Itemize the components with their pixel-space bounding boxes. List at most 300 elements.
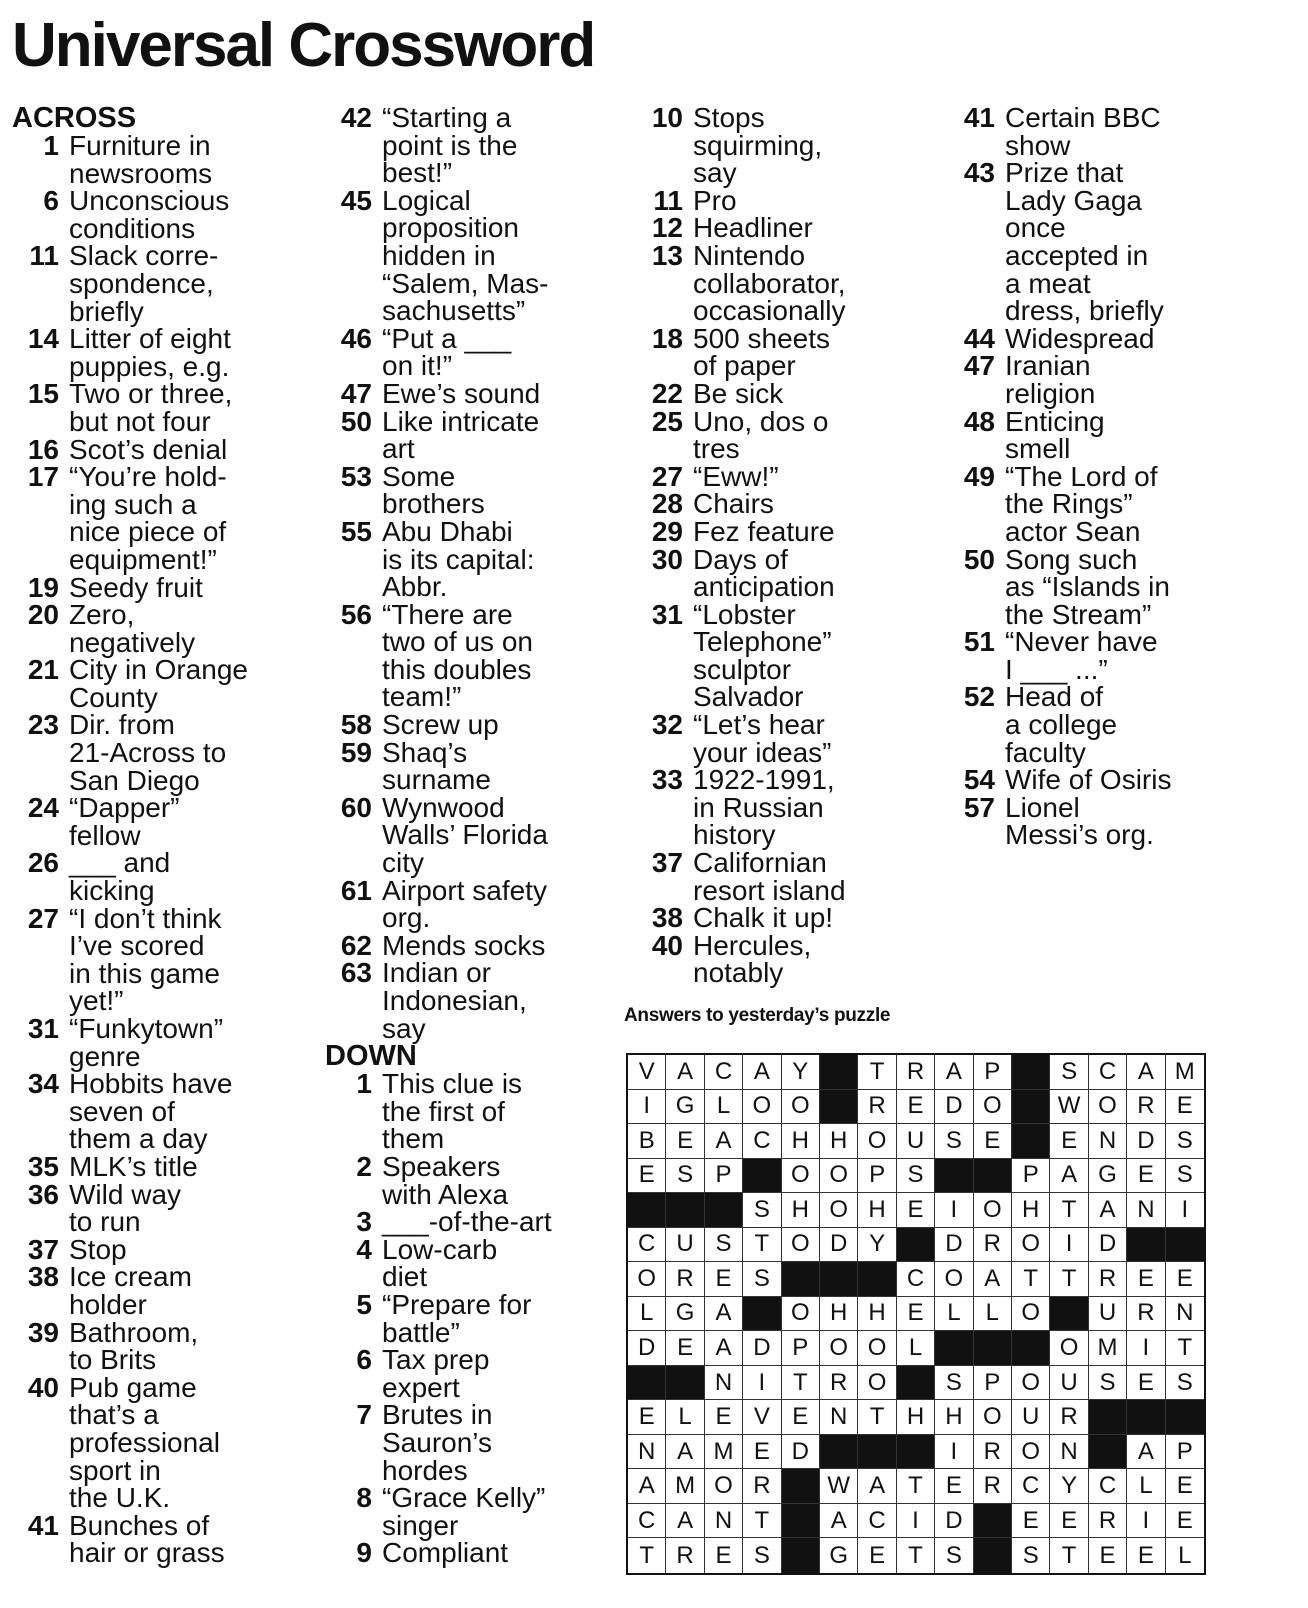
grid-cell: W — [1050, 1090, 1088, 1125]
clue-item — [325, 791, 625, 879]
grid-cell: A — [1089, 1193, 1127, 1228]
clue-text: Hercules, notably — [693, 929, 812, 989]
grid-cell: S — [743, 1193, 781, 1228]
clue-item — [325, 1346, 625, 1401]
clue-item — [948, 543, 1248, 630]
clue-number: 60 — [340, 791, 372, 823]
clue-text: Headliner — [693, 212, 813, 244]
clue-item — [12, 433, 312, 465]
grid-cell: S — [935, 1538, 973, 1573]
grid-black-square — [820, 1435, 858, 1470]
grid-cell: A — [666, 1435, 704, 1470]
grid-cell: O — [974, 1090, 1012, 1125]
clue-column-3 — [636, 104, 936, 987]
grid-cell: T — [743, 1228, 781, 1263]
grid-cell: L — [628, 1297, 666, 1332]
grid-black-square — [705, 1193, 743, 1228]
grid-cell: N — [1127, 1193, 1165, 1228]
clue-text: MLK’s title — [69, 1150, 198, 1182]
clue-number: 36 — [27, 1178, 59, 1210]
grid-black-square — [782, 1262, 820, 1297]
grid-cell: A — [666, 1055, 704, 1090]
clue-item — [325, 515, 625, 603]
grid-black-square — [1127, 1228, 1165, 1263]
grid-black-square — [1089, 1400, 1127, 1435]
clue-text: Head of a college faculty — [1005, 681, 1118, 768]
grid-cell: O — [974, 1400, 1012, 1435]
clue-item — [636, 214, 936, 242]
clue-number: 28 — [651, 488, 683, 520]
clue-number: 40 — [651, 929, 683, 961]
grid-cell: A — [705, 1124, 743, 1159]
clue-item — [12, 1015, 312, 1070]
clue-text: Like intricate art — [382, 405, 540, 465]
grid-cell: T — [1166, 1331, 1204, 1366]
clue-item — [12, 187, 312, 242]
grid-cell: E — [1127, 1159, 1165, 1194]
grid-black-square — [820, 1055, 858, 1090]
grid-cell: N — [705, 1504, 743, 1539]
clue-text: “There are two of us on this doubles team!” — [382, 598, 533, 713]
grid-cell: E — [705, 1538, 743, 1573]
clue-text: Pub game that’s a professional sport in the U.K. — [69, 1371, 220, 1514]
clue-text: “Funkytown” genre — [69, 1013, 224, 1072]
clue-column-4 — [948, 104, 1248, 849]
clue-item — [325, 1539, 625, 1567]
clue-text: Be sick — [693, 377, 784, 409]
clue-text: 1922-1991, in Russian history — [693, 764, 835, 851]
clue-number: 49 — [963, 460, 995, 492]
grid-black-square — [1012, 1055, 1050, 1090]
grid-black-square — [897, 1435, 935, 1470]
grid-cell: O — [782, 1090, 820, 1125]
grid-cell: O — [820, 1193, 858, 1228]
grid-cell: O — [743, 1090, 781, 1125]
clue-text: Zero, negatively — [69, 599, 196, 658]
clue-text: Airport safety org. — [382, 874, 547, 934]
clue-number: 5 — [356, 1288, 372, 1320]
grid-cell: R — [974, 1228, 1012, 1263]
grid-cell: A — [705, 1297, 743, 1332]
grid-cell: I — [1050, 1228, 1088, 1263]
clue-number: 27 — [27, 902, 59, 934]
grid-cell: E — [1166, 1504, 1204, 1539]
grid-cell: A — [666, 1504, 704, 1539]
grid-cell: I — [897, 1504, 935, 1539]
grid-cell: A — [743, 1055, 781, 1090]
clue-number: 44 — [963, 322, 995, 354]
clue-number: 3 — [356, 1206, 372, 1238]
grid-cell: P — [974, 1055, 1012, 1090]
clue-item — [325, 929, 625, 961]
clue-number: 54 — [963, 764, 995, 796]
grid-cell: M — [705, 1435, 743, 1470]
clue-text: Prize that Lady Gaga once accepted in a meat dress, briefly — [1005, 157, 1164, 327]
clue-text: Speakers with Alexa — [382, 1150, 509, 1210]
grid-cell: C — [1012, 1469, 1050, 1504]
clue-number: 19 — [27, 571, 59, 603]
clue-number: 7 — [356, 1399, 372, 1431]
clue-item — [12, 1178, 312, 1238]
grid-cell: T — [1050, 1262, 1088, 1297]
clue-item — [325, 1070, 625, 1153]
clue-item — [948, 159, 1248, 325]
grid-black-square — [897, 1366, 935, 1401]
grid-black-square — [1012, 1124, 1050, 1159]
grid-cell: A — [974, 1262, 1012, 1297]
clue-item — [12, 325, 312, 380]
grid-cell: H — [820, 1124, 858, 1159]
clue-item — [948, 405, 1248, 465]
grid-cell: A — [705, 1331, 743, 1366]
clue-item — [948, 791, 1248, 851]
grid-cell: E — [1127, 1538, 1165, 1573]
clue-text: “Dapper” fellow — [69, 792, 180, 851]
clue-item — [12, 794, 312, 849]
grid-cell: S — [666, 1159, 704, 1194]
clue-text: “Never have I ___ ...” — [1005, 626, 1158, 685]
grid-cell: E — [935, 1469, 973, 1504]
clue-text: Logical proposition hidden in “Salem, Mas- sachusetts” — [382, 184, 549, 327]
clue-item — [12, 571, 312, 603]
grid-cell: R — [1127, 1090, 1165, 1125]
clue-text: Ewe’s sound — [382, 377, 541, 409]
grid-cell: T — [858, 1055, 896, 1090]
down-heading: DOWN — [325, 1040, 417, 1073]
clue-text: Certain BBC show — [1005, 102, 1161, 161]
clue-number: 47 — [963, 350, 995, 382]
clue-text: Pro — [693, 184, 737, 216]
clue-number: 31 — [27, 1013, 59, 1044]
clue-item — [325, 959, 625, 1042]
clue-text: Iranian religion — [1005, 350, 1096, 409]
grid-cell: A — [858, 1469, 896, 1504]
grid-cell: I — [628, 1090, 666, 1125]
grid-cell: H — [1012, 1193, 1050, 1228]
clue-item — [12, 1150, 312, 1182]
grid-cell: G — [666, 1297, 704, 1332]
grid-cell: W — [820, 1469, 858, 1504]
grid-cell: C — [628, 1228, 666, 1263]
clue-number: 33 — [651, 764, 683, 796]
grid-cell: C — [858, 1504, 896, 1539]
clue-text: Scot’s denial — [69, 433, 228, 465]
grid-cell: V — [628, 1055, 666, 1090]
clue-number: 35 — [27, 1150, 59, 1182]
clue-number: 55 — [340, 515, 372, 547]
clue-number: 38 — [27, 1261, 59, 1293]
grid-cell: T — [858, 1400, 896, 1435]
clue-item — [948, 322, 1248, 354]
grid-cell: D — [628, 1331, 666, 1366]
clue-text: Tax prep expert — [382, 1344, 490, 1403]
clue-number: 53 — [340, 460, 372, 492]
grid-cell: G — [666, 1090, 704, 1125]
grid-cell: Y — [782, 1055, 820, 1090]
clue-text: Litter of eight puppies, e.g. — [69, 323, 231, 382]
clue-item — [325, 405, 625, 465]
clue-number: 21 — [27, 654, 59, 686]
grid-cell: P — [1012, 1159, 1050, 1194]
clue-text: Fez feature — [693, 515, 835, 547]
clue-item — [636, 849, 936, 904]
clue-number: 47 — [340, 377, 372, 409]
clue-item — [325, 736, 625, 796]
clue-item — [12, 1070, 312, 1153]
clue-number: 58 — [340, 709, 372, 741]
grid-black-square — [743, 1297, 781, 1332]
grid-black-square — [858, 1262, 896, 1297]
clue-number: 31 — [651, 598, 683, 630]
clue-number: 17 — [27, 461, 59, 493]
grid-cell: O — [1012, 1228, 1050, 1263]
grid-cell: N — [1050, 1435, 1088, 1470]
grid-cell: Y — [858, 1228, 896, 1263]
grid-cell: E — [897, 1297, 935, 1332]
clue-text: Two or three, but not four — [69, 378, 233, 437]
grid-cell: S — [1166, 1124, 1204, 1159]
grid-cell: E — [1012, 1504, 1050, 1539]
grid-cell: O — [782, 1228, 820, 1263]
grid-cell: R — [1127, 1297, 1165, 1332]
grid-cell: C — [743, 1124, 781, 1159]
clue-text: Uno, dos o tres — [693, 405, 829, 465]
clue-item — [636, 929, 936, 989]
grid-black-square — [1166, 1400, 1204, 1435]
clue-item — [12, 463, 312, 573]
clue-item — [948, 104, 1248, 159]
clue-number: 6 — [43, 185, 59, 217]
grid-cell: E — [1166, 1469, 1204, 1504]
clue-item — [636, 766, 936, 849]
clue-item — [948, 352, 1248, 407]
clue-item — [636, 543, 936, 603]
clue-number: 15 — [27, 378, 59, 410]
grid-cell: R — [666, 1538, 704, 1573]
clue-item — [948, 628, 1248, 683]
clue-text: Wife of Osiris — [1005, 764, 1172, 796]
grid-cell: V — [743, 1400, 781, 1435]
clue-item — [636, 490, 936, 518]
clue-item — [12, 1233, 312, 1265]
clue-number: 63 — [340, 957, 372, 989]
clue-item — [636, 515, 936, 547]
grid-cell: O — [935, 1262, 973, 1297]
grid-black-square — [897, 1228, 935, 1263]
clue-item — [12, 380, 312, 435]
clue-item — [325, 1150, 625, 1210]
grid-cell: B — [628, 1124, 666, 1159]
grid-cell: O — [1050, 1331, 1088, 1366]
grid-cell: E — [743, 1435, 781, 1470]
grid-cell: O — [1012, 1435, 1050, 1470]
clue-item — [12, 902, 312, 1017]
grid-black-square — [858, 1435, 896, 1470]
clue-item — [636, 904, 936, 932]
clue-text: Brutes in Sauron’s hordes — [382, 1399, 493, 1486]
clue-number: 41 — [27, 1509, 59, 1541]
clue-text: Stop — [69, 1233, 127, 1265]
clue-text: ___ and kicking — [69, 847, 171, 907]
grid-cell: A — [1127, 1055, 1165, 1090]
grid-cell: M — [666, 1469, 704, 1504]
clue-number: 11 — [29, 240, 59, 272]
clue-text: Abu Dhabi is its capital: Abbr. — [382, 515, 535, 603]
clue-number: 50 — [340, 405, 372, 437]
answers-heading: Answers to yesterday’s puzzle — [624, 1005, 891, 1026]
clue-text: Furniture in newsrooms — [69, 130, 213, 189]
clue-text: Compliant — [382, 1537, 509, 1569]
clue-number: 8 — [356, 1482, 372, 1514]
clue-number: 1 — [356, 1068, 372, 1100]
clue-number: 24 — [27, 792, 59, 824]
clue-text: Shaq’s surname — [382, 736, 491, 796]
grid-cell: E — [1050, 1124, 1088, 1159]
clue-item — [12, 656, 312, 711]
clue-item — [12, 242, 312, 325]
grid-cell: O — [974, 1193, 1012, 1228]
grid-cell: P — [782, 1331, 820, 1366]
grid-cell: D — [820, 1228, 858, 1263]
clue-text: Enticing smell — [1005, 405, 1105, 465]
grid-cell: S — [743, 1538, 781, 1573]
clue-text: Nintendo collaborator, occasionally — [693, 239, 846, 327]
clue-text: “Grace Kelly” singer — [382, 1482, 546, 1541]
clue-text: City in Orange County — [69, 654, 248, 713]
grid-cell: S — [705, 1228, 743, 1263]
clue-number: 1 — [43, 130, 59, 161]
clue-number: 43 — [963, 157, 995, 189]
grid-cell: E — [1166, 1262, 1204, 1297]
grid-black-square — [1012, 1331, 1050, 1366]
clue-number: 57 — [963, 791, 995, 823]
clue-number: 52 — [963, 681, 995, 713]
grid-cell: T — [897, 1469, 935, 1504]
clue-item — [325, 377, 625, 409]
clue-item — [636, 239, 936, 327]
grid-cell: O — [782, 1159, 820, 1194]
grid-black-square — [974, 1538, 1012, 1573]
clue-number: 22 — [651, 377, 683, 409]
grid-cell: R — [974, 1435, 1012, 1470]
clue-text: Chalk it up! — [693, 902, 834, 934]
clue-number: 4 — [356, 1233, 372, 1265]
grid-cell: S — [935, 1124, 973, 1159]
grid-cell: I — [1166, 1193, 1204, 1228]
clue-item — [325, 1401, 625, 1484]
grid-cell: A — [1127, 1435, 1165, 1470]
clue-column-2 — [325, 104, 625, 1567]
clue-item — [12, 132, 312, 187]
grid-cell: H — [897, 1400, 935, 1435]
clue-item — [12, 1509, 312, 1569]
grid-cell: L — [1178, 1541, 1192, 1569]
clue-number: 46 — [340, 322, 372, 354]
grid-black-square — [974, 1504, 1012, 1539]
grid-cell: R — [974, 1469, 1012, 1504]
grid-cell: I — [935, 1435, 973, 1470]
grid-black-square — [782, 1469, 820, 1504]
grid-cell: H — [782, 1124, 820, 1159]
grid-black-square — [1089, 1435, 1127, 1470]
grid-cell: R — [743, 1469, 781, 1504]
grid-cell: R — [858, 1090, 896, 1125]
grid-black-square — [782, 1504, 820, 1539]
clue-number: 61 — [340, 874, 372, 906]
grid-cell: P — [1166, 1435, 1204, 1470]
grid-cell: U — [1050, 1366, 1088, 1401]
clue-number: 20 — [27, 599, 59, 631]
clue-text: “The Lord of the Rings” actor Sean — [1005, 460, 1158, 547]
clue-item — [948, 766, 1248, 794]
grid-cell: S — [1166, 1159, 1204, 1194]
clue-item — [636, 377, 936, 409]
grid-cell: T — [1050, 1538, 1088, 1573]
grid-cell: E — [1127, 1366, 1165, 1401]
grid-cell: E — [1166, 1090, 1204, 1125]
grid-cell: U — [897, 1124, 935, 1159]
grid-black-square — [935, 1331, 973, 1366]
clue-text: “Let’s hear your ideas” — [693, 709, 832, 768]
grid-black-square — [666, 1193, 704, 1228]
clue-text: Bunches of hair or grass — [69, 1509, 225, 1569]
clue-item — [325, 1484, 625, 1539]
page-title: Universal Crossword — [12, 11, 595, 80]
clue-number: 32 — [651, 709, 683, 741]
grid-cell: O — [705, 1469, 743, 1504]
clue-item — [948, 683, 1248, 766]
grid-cell: R — [820, 1366, 858, 1401]
grid-black-square — [935, 1159, 973, 1194]
grid-cell: T — [897, 1538, 935, 1573]
clue-item — [12, 1263, 312, 1318]
clue-number: 48 — [963, 405, 995, 437]
grid-cell: E — [897, 1090, 935, 1125]
grid-black-square — [666, 1366, 704, 1401]
grid-cell: P — [974, 1366, 1012, 1401]
grid-cell: N — [820, 1400, 858, 1435]
grid-black-square — [1050, 1297, 1088, 1332]
grid-black-square — [628, 1193, 666, 1228]
grid-cell: N — [628, 1435, 666, 1470]
grid-cell: R — [1050, 1400, 1088, 1435]
grid-cell: I — [1127, 1504, 1165, 1539]
clue-number: 40 — [27, 1371, 59, 1403]
clue-item — [325, 1288, 625, 1348]
grid-cell: U — [666, 1228, 704, 1263]
grid-cell: O — [858, 1366, 896, 1401]
grid-cell: M — [1089, 1331, 1127, 1366]
grid-cell: O — [1012, 1297, 1050, 1332]
grid-black-square — [628, 1366, 666, 1401]
grid-cell: H — [782, 1193, 820, 1228]
grid-cell: S — [935, 1366, 973, 1401]
grid-cell: E — [782, 1400, 820, 1435]
clue-number: 37 — [651, 847, 683, 879]
clue-number: 16 — [27, 433, 59, 465]
clue-number: 37 — [27, 1233, 59, 1265]
grid-cell: O — [820, 1331, 858, 1366]
clue-item — [636, 711, 936, 766]
grid-cell: I — [1127, 1331, 1165, 1366]
grid-cell: G — [1089, 1159, 1127, 1194]
clue-item — [636, 104, 936, 187]
across-heading: ACROSS — [12, 102, 137, 134]
clue-text: Wild way to run — [69, 1178, 182, 1238]
grid-cell: R — [897, 1055, 935, 1090]
grid-cell: O — [1089, 1090, 1127, 1125]
grid-cell: C — [1089, 1469, 1127, 1504]
